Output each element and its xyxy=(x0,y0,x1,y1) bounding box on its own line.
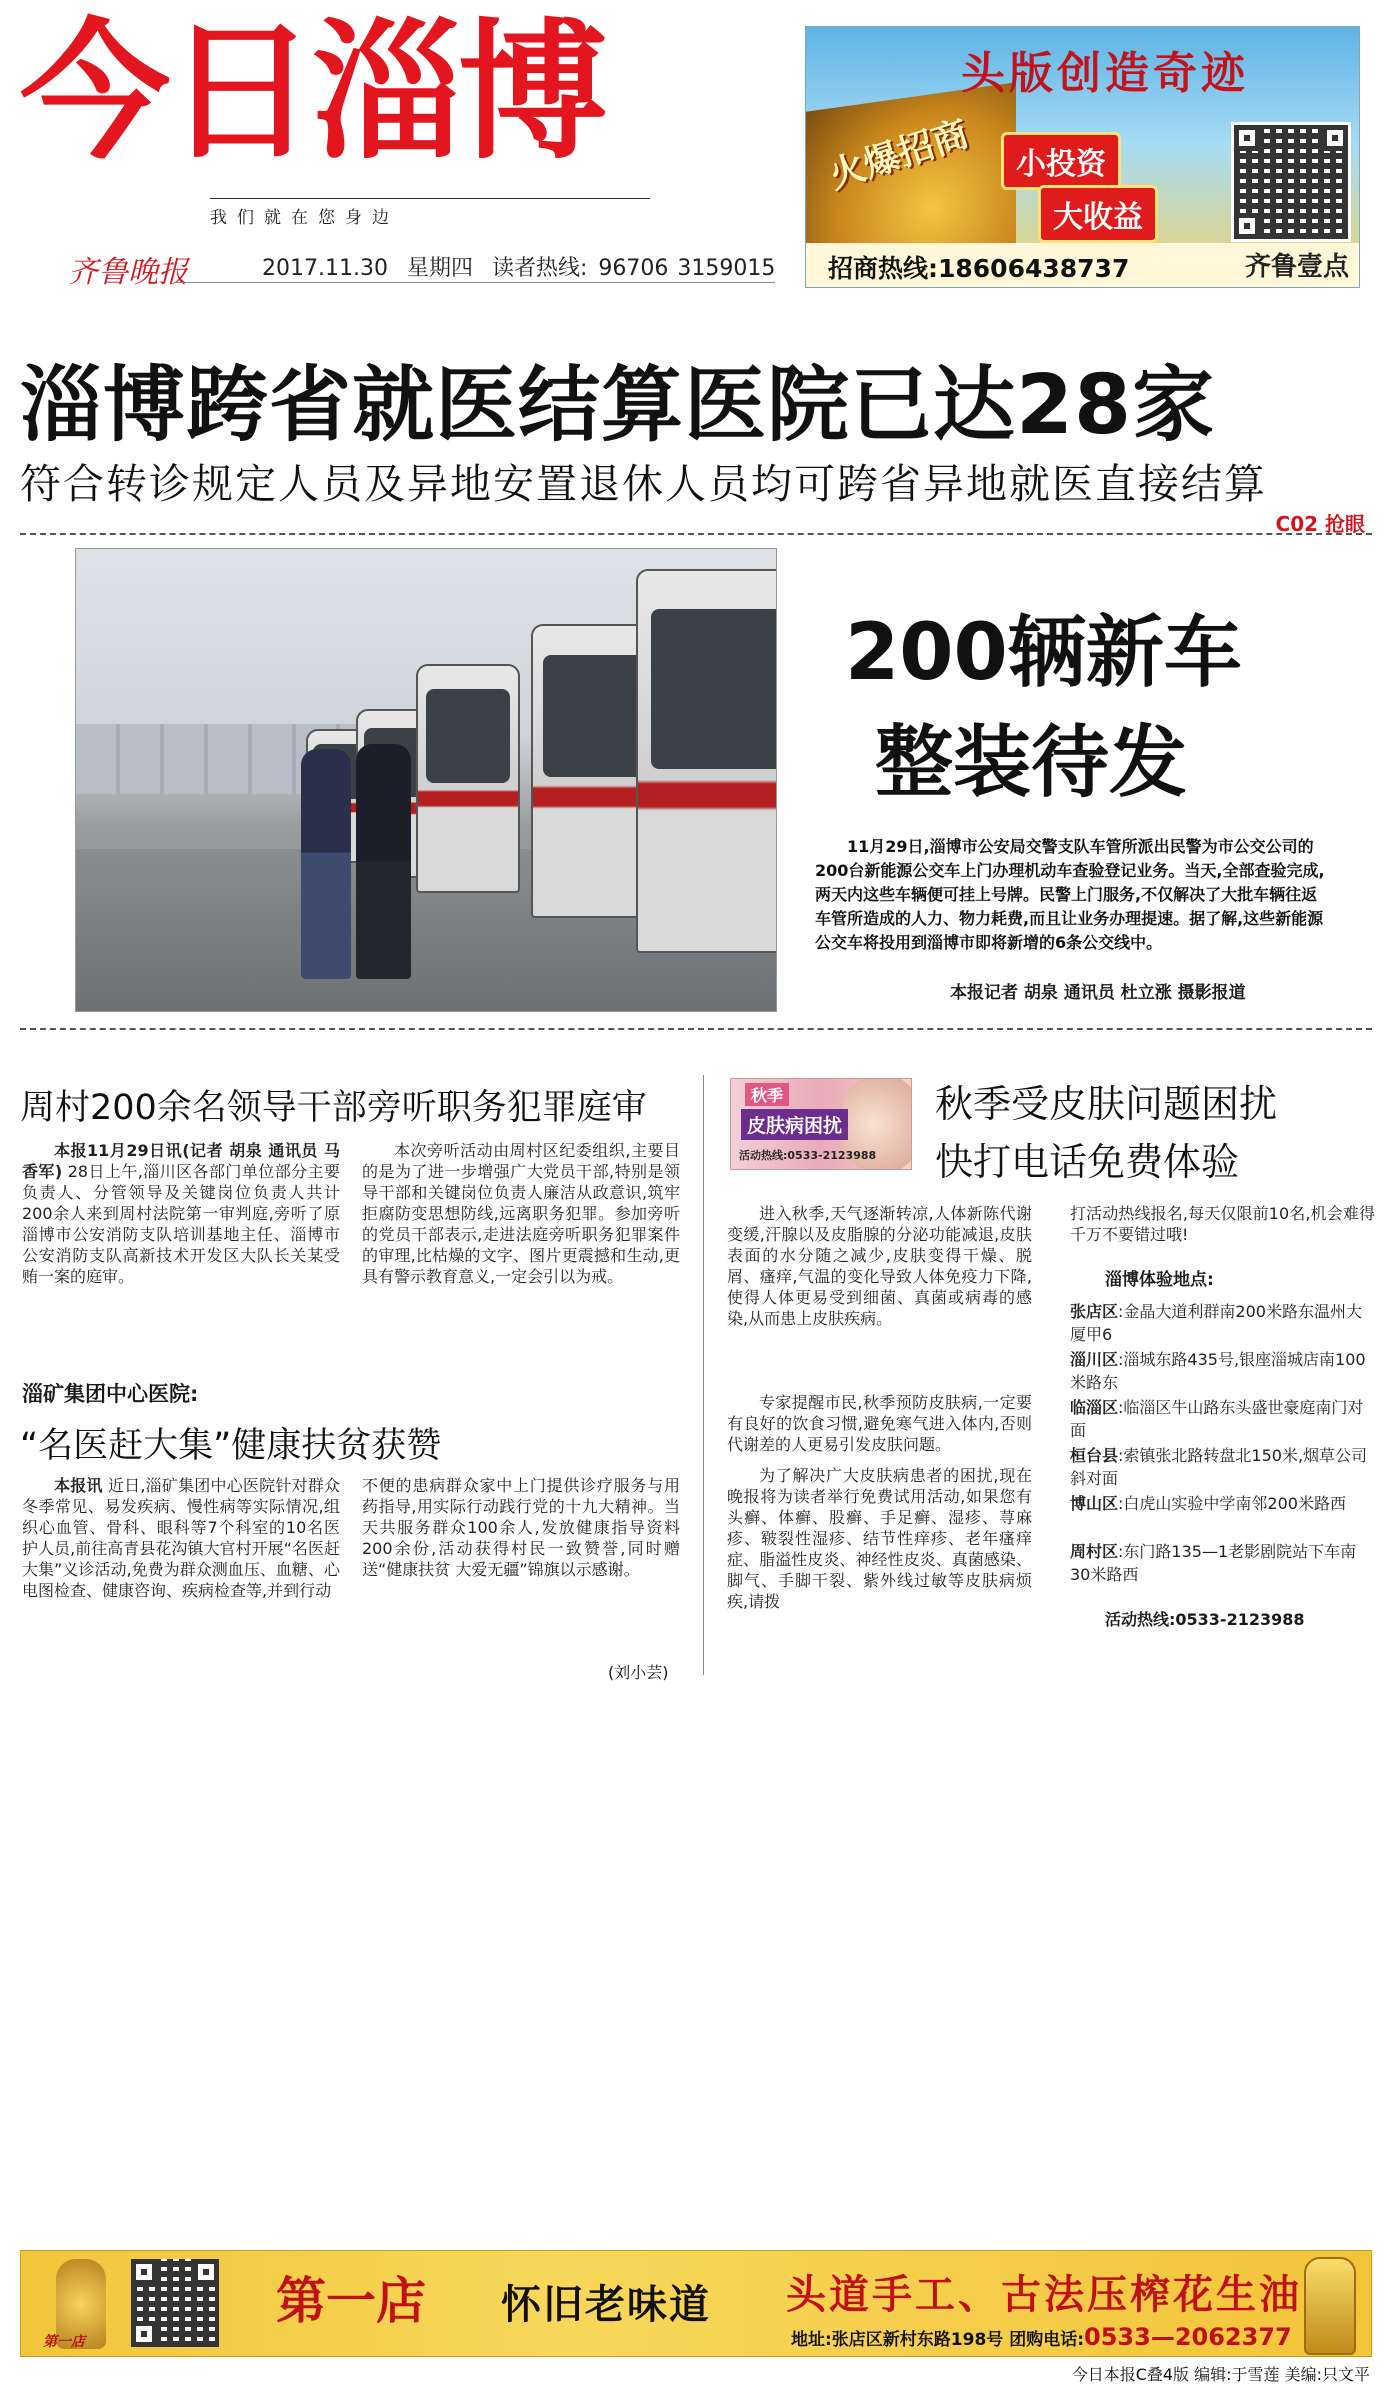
location-address: :金晶大道利群南200米路东温州大厦甲6 xyxy=(1070,1302,1362,1344)
top-ad-badge-small-investment: 小投资 xyxy=(1001,132,1121,190)
issue-weekday: 星期四 xyxy=(406,256,473,281)
location-district: 临淄区 xyxy=(1070,1398,1119,1417)
main-headline[interactable]: 淄博跨省就医结算医院已达28家 xyxy=(20,358,1216,453)
location-item xyxy=(1070,1444,1375,1490)
location-item xyxy=(1070,1300,1375,1346)
photo-story-title-line1[interactable]: 200辆新车 xyxy=(845,608,1242,698)
skin-ad-tag-hotline: 活动热线:0533-2123988 xyxy=(739,1149,877,1162)
location-district: 桓台县 xyxy=(1070,1446,1119,1465)
location-address: :白虎山实验中学南邻200米路西 xyxy=(1118,1494,1346,1513)
hotline-numbers: 96706 3159015 xyxy=(598,256,776,281)
oil-bottle-icon xyxy=(1304,2257,1356,2355)
photo-story-byline: 本报记者 胡泉 通讯员 杜立涨 摄影报道 xyxy=(950,983,1246,1003)
top-ad-headline: 头版创造奇迹 xyxy=(961,48,1249,99)
location-item xyxy=(1070,1396,1375,1442)
bottom-ad-slogan: 怀旧老味道 xyxy=(501,2282,711,2328)
section-divider xyxy=(20,1028,1372,1030)
skin-ad-headline-line1[interactable]: 秋季受皮肤问题困扰 xyxy=(935,1082,1278,1126)
location-item xyxy=(1070,1492,1375,1515)
location-address: :索镇张北路转盘北150米,烟草公司斜对面 xyxy=(1070,1446,1368,1488)
photo-story-body: 11月29日,淄博市公安局交警支队车管所派出民警为市公交公司的200台新能源公交车上门办理机动车查验登记业务。当天,全部查验完成,两天内这些车辆便可挂上号牌。民警上门服务,不仅解决了大批车辆往返车管所造成的人力、物力耗费,而且让业务办理提速。据了解,这些新能源公交车将投用到淄博市即将新增的6条公交线中。 xyxy=(815,837,1325,952)
bottom-ad-phone: 0533—2062377 xyxy=(1084,2323,1292,2351)
photo-bus xyxy=(416,664,520,893)
qr-finder xyxy=(131,2259,157,2285)
top-ad-brand-logo: 齐鲁壹点 xyxy=(1244,252,1349,282)
hospital-body1: 近日,淄矿集团中心医院针对群众冬季常见、易发疾病、慢性病等实际情况,组织心血管、骨科、眼科等7个科室的10名医护人员,前往高青县花沟镇大官村开展“名医赶大集”义诊活动,免费为群众测血压、血糖、心电图检查、健康咨询、疾病检查等,并到行动 xyxy=(22,1476,340,1600)
bus-fleet-photo xyxy=(75,548,777,1012)
location-address: :临淄区牛山路东头盛世豪庭南门对面 xyxy=(1070,1398,1364,1440)
qr-finder xyxy=(1234,213,1260,239)
zhoucun-headline[interactable]: 周村200余名领导干部旁听职务犯罪庭审 xyxy=(20,1088,647,1128)
top-ad-hotline: 招商热线:18606438737 xyxy=(828,254,1130,283)
dateline xyxy=(262,251,785,282)
dateline-rule xyxy=(175,282,775,283)
slogan-rule xyxy=(210,198,650,199)
column-rule xyxy=(703,1075,704,1675)
top-ad-gold-text: 火爆招商 xyxy=(824,113,974,198)
hospital-credit: (刘小芸) xyxy=(608,1663,669,1682)
hospital-lead: 本报讯 xyxy=(54,1476,103,1495)
skin-ad-headline-line2[interactable]: 快打电话免费体验 xyxy=(935,1140,1240,1184)
bottom-ad-contact xyxy=(791,2323,1292,2351)
qr-finder xyxy=(1234,125,1260,151)
qr-code-icon[interactable] xyxy=(1231,122,1351,242)
issue-date: 2017.11.30 xyxy=(262,256,388,281)
skin-ad-p4: 打活动热线报名,每天仅限前10名,机会难得千万不要错过哦! xyxy=(1070,1204,1375,1244)
skin-ad-tag-skin: 皮肤病困扰 xyxy=(741,1109,848,1140)
qr-code-icon[interactable] xyxy=(131,2259,219,2347)
bottom-ad-store-name: 第一店 xyxy=(276,2271,426,2330)
skin-ad-image[interactable] xyxy=(730,1078,912,1170)
qr-finder xyxy=(131,2321,157,2347)
hospital-body-col2: 不便的患病群众家中上门提供诊疗服务与用药指导,用实际行动践行党的十九大精神。当天共服务群众100余人,发放健康指导资料200余份,活动获得村民一致赞誉,同时赠送“健康扶贫 大爱无疆”锦旗以示感谢。 xyxy=(362,1476,680,1579)
skin-ad-p2: 专家提醒市民,秋季预防皮肤病,一定要有良好的饮食习惯,避免寒气进入体内,否则代谢差的人更易引发皮肤问题。 xyxy=(727,1393,1032,1454)
location-address: :淄城东路435号,银座淄城店南100米路东 xyxy=(1070,1350,1366,1392)
zhoucun-body1: 28日上午,淄川区各部门单位部分主要负责人、分管领导及关键岗位负责人共计200余人来到周村法院第一审判庭,旁听了原淄博市公安消防支队培训基地主任、淄博市公安消防支队高新技术开发区大队长关某受贿一案的庭审。 xyxy=(22,1162,340,1286)
top-ad-banner[interactable] xyxy=(805,26,1360,288)
skin-ad-tag-autumn: 秋季 xyxy=(745,1083,789,1106)
skin-ad-p3: 为了解决广大皮肤病患者的困扰,现在晚报将为读者举行免费试用活动,如果您有头癣、体癣、股癣、手足癣、湿疹、荨麻疹、皲裂性湿疹、结节性痒疹、老年瘙痒症、脂溢性皮炎、神经性皮炎、真菌感染、脚气、手脚干裂、紫外线过敏等皮肤病烦疾,请拨 xyxy=(727,1466,1032,1611)
hospital-body-col1 xyxy=(22,1475,340,1601)
newspaper-brand-logo: 齐鲁晚报 xyxy=(68,255,188,290)
location-district: 周村区 xyxy=(1070,1542,1119,1561)
qr-finder xyxy=(193,2259,219,2285)
photo-story-title-line2[interactable]: 整装待发 xyxy=(875,718,1188,808)
photo-person xyxy=(301,749,351,979)
page-reference[interactable]: C02 抢眼 xyxy=(1275,512,1365,536)
photo-person xyxy=(356,744,411,979)
qr-finder xyxy=(1322,125,1348,151)
experience-locations-heading: 淄博体验地点: xyxy=(1105,1270,1214,1290)
location-district: 张店区 xyxy=(1070,1302,1119,1321)
hotline-label: 读者热线: xyxy=(491,256,588,281)
location-district: 淄川区 xyxy=(1070,1350,1119,1369)
hospital-headline[interactable]: “名医赶大集”健康扶贫获赞 xyxy=(20,1426,442,1466)
bottom-ad-address: 地址:张店区新村东路198号 团购电话: xyxy=(791,2330,1085,2350)
main-subheadline: 符合转诊规定人员及异地安置退休人员均可跨省异地就医直接结算 xyxy=(20,460,1267,508)
masthead-title: 今日淄博 xyxy=(20,6,605,180)
qr-pattern xyxy=(1234,125,1348,239)
page-footer: 今日本报C叠4版 编辑:于雪莲 美编:只文平 xyxy=(1071,2365,1370,2384)
section-divider xyxy=(20,533,1372,535)
bottom-ad-brandmark: 第一店 xyxy=(43,2334,85,2350)
location-address: :东门路135—1老影剧院站下车南30米路西 xyxy=(1070,1542,1357,1584)
qr-pattern xyxy=(131,2259,219,2347)
location-district: 博山区 xyxy=(1070,1494,1119,1513)
zhoucun-lead: 本报11月29日讯(记者 胡泉 通讯员 马香军) xyxy=(22,1141,340,1181)
skin-ad-p1: 进入秋季,天气逐渐转凉,人体新陈代谢变缓,汗腺以及皮脂腺的分泌功能减退,皮肤表面的水分随之减少,皮肤变得干燥、脱屑、瘙痒,气温的变化导致人体免疫力下降,使得人体更易受到细菌、真菌或病毒的感染,从而患上皮肤疾病。 xyxy=(727,1204,1032,1328)
zhoucun-body-col1 xyxy=(22,1140,340,1287)
location-item xyxy=(1070,1348,1375,1394)
bottom-ad-banner[interactable] xyxy=(20,2250,1372,2357)
masthead-slogan: 我们就在您身边 xyxy=(210,208,399,228)
location-item xyxy=(1070,1540,1375,1586)
bottom-ad-product: 头道手工、古法压榨花生油 xyxy=(786,2271,1302,2318)
photo-bus xyxy=(636,569,777,953)
activity-hotline[interactable]: 活动热线:0533-2123988 xyxy=(1105,1610,1305,1629)
hospital-kicker: 淄矿集团中心医院: xyxy=(22,1382,199,1406)
top-ad-badge-big-return: 大收益 xyxy=(1038,185,1158,243)
zhoucun-body-col2: 本次旁听活动由周村区纪委组织,主要目的是为了进一步增强广大党员干部,特别是领导干部和关键岗位负责人廉洁从政意识,筑牢拒腐防变思想防线,远离职务犯罪。参加旁听的党员干部表示,走进法庭旁听职务犯罪案件的审理,比枯燥的文字、图片更震撼和生动,更具有警示教育意义,一定会引以为戒。 xyxy=(362,1141,680,1286)
